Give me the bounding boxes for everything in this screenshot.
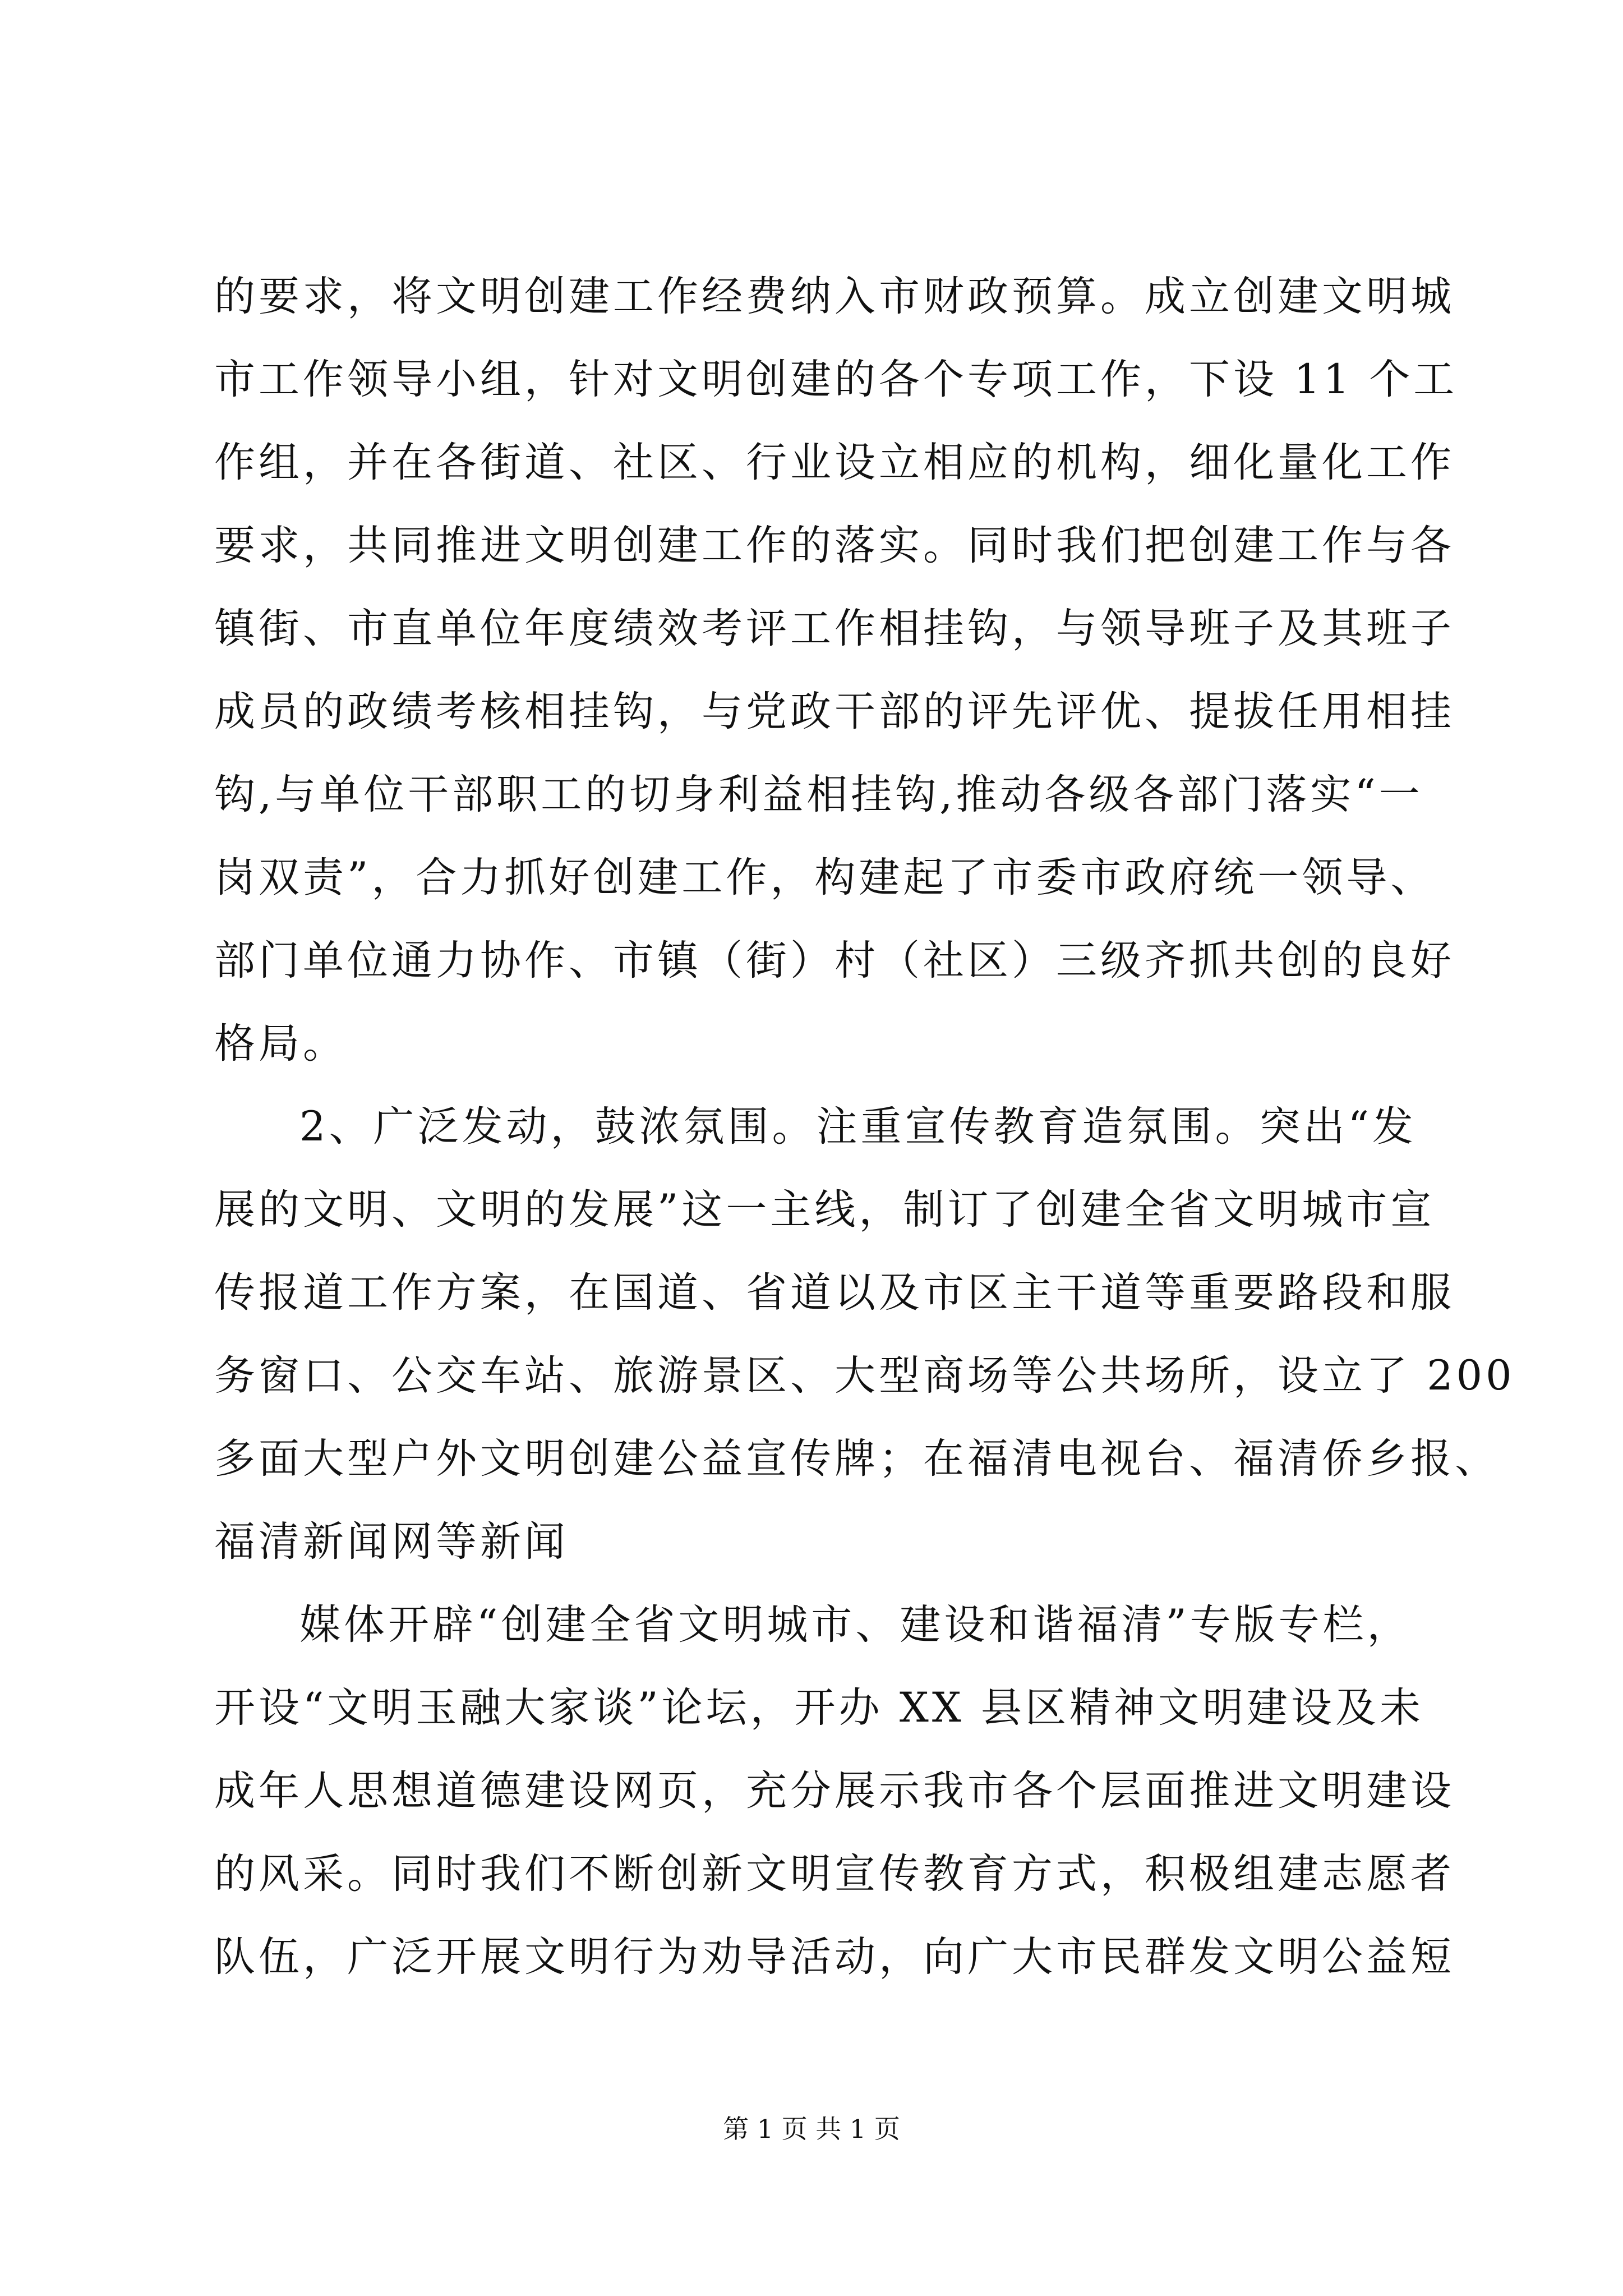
text-line: 的要求，将文明创建工作经费纳入市财政预算。成立创建文明城 — [214, 273, 1455, 320]
paragraph-start-line: 2、广泛发动，鼓浓氛围。注重宣传教育造氛围。突出“发 — [299, 1103, 1417, 1151]
text-line: 务窗口、公交车站、旅游景区、大型商场等公共场所，设立了 200 — [214, 1352, 1515, 1400]
text-line: 的风采。同时我们不断创新文明宣传教育方式，积极组建志愿者 — [214, 1850, 1455, 1898]
text-line: 队伍，广泛开展文明行为劝导活动，向广大市民群发文明公益短 — [214, 1933, 1455, 1981]
paragraph-start-line: 媒体开辟“创建全省文明城市、建设和谐福清”专版专栏， — [299, 1601, 1412, 1649]
text-line: 钩,与单位干部职工的切身利益相挂钩,推动各级各部门落实“一 — [214, 771, 1423, 818]
text-line: 开设“文明玉融大家谈”论坛，开办 XX 县区精神文明建设及未 — [214, 1684, 1424, 1732]
text-line: 作组，并在各街道、社区、行业设立相应的机构，细化量化工作 — [214, 439, 1455, 486]
text-line: 要求，共同推进文明创建工作的落实。同时我们把创建工作与各 — [214, 522, 1455, 569]
text-line: 成员的政绩考核相挂钩，与党政干部的评先评优、提拔任用相挂 — [214, 688, 1455, 735]
text-line: 成年人思想道德建设网页，充分展示我市各个层面推进文明建设 — [214, 1767, 1455, 1815]
text-line: 传报道工作方案，在国道、省道以及市区主干道等重要路段和服 — [214, 1269, 1455, 1317]
text-line: 部门单位通力协作、市镇（街）村（社区）三级齐抓共创的良好 — [214, 937, 1455, 984]
text-line: 多面大型户外文明创建公益宣传牌；在福清电视台、福清侨乡报、 — [214, 1435, 1499, 1483]
text-line: 福清新闻网等新闻 — [214, 1518, 569, 1566]
text-line: 镇街、市直单位年度绩效考评工作相挂钩，与领导班子及其班子 — [214, 605, 1455, 652]
page-number-footer: 第 1 页 共 1 页 — [723, 2114, 900, 2144]
text-line: 格局。 — [214, 1020, 347, 1068]
text-line: 市工作领导小组，针对文明创建的各个专项工作，下设 11 个工 — [214, 356, 1458, 403]
document-body — [214, 255, 1515, 1999]
text-line: 展的文明、文明的发展”这一主线，制订了创建全省文明城市宣 — [214, 1186, 1435, 1234]
text-line: 岗双责”，合力抓好创建工作，构建起了市委市政府统一领导、 — [214, 854, 1435, 901]
